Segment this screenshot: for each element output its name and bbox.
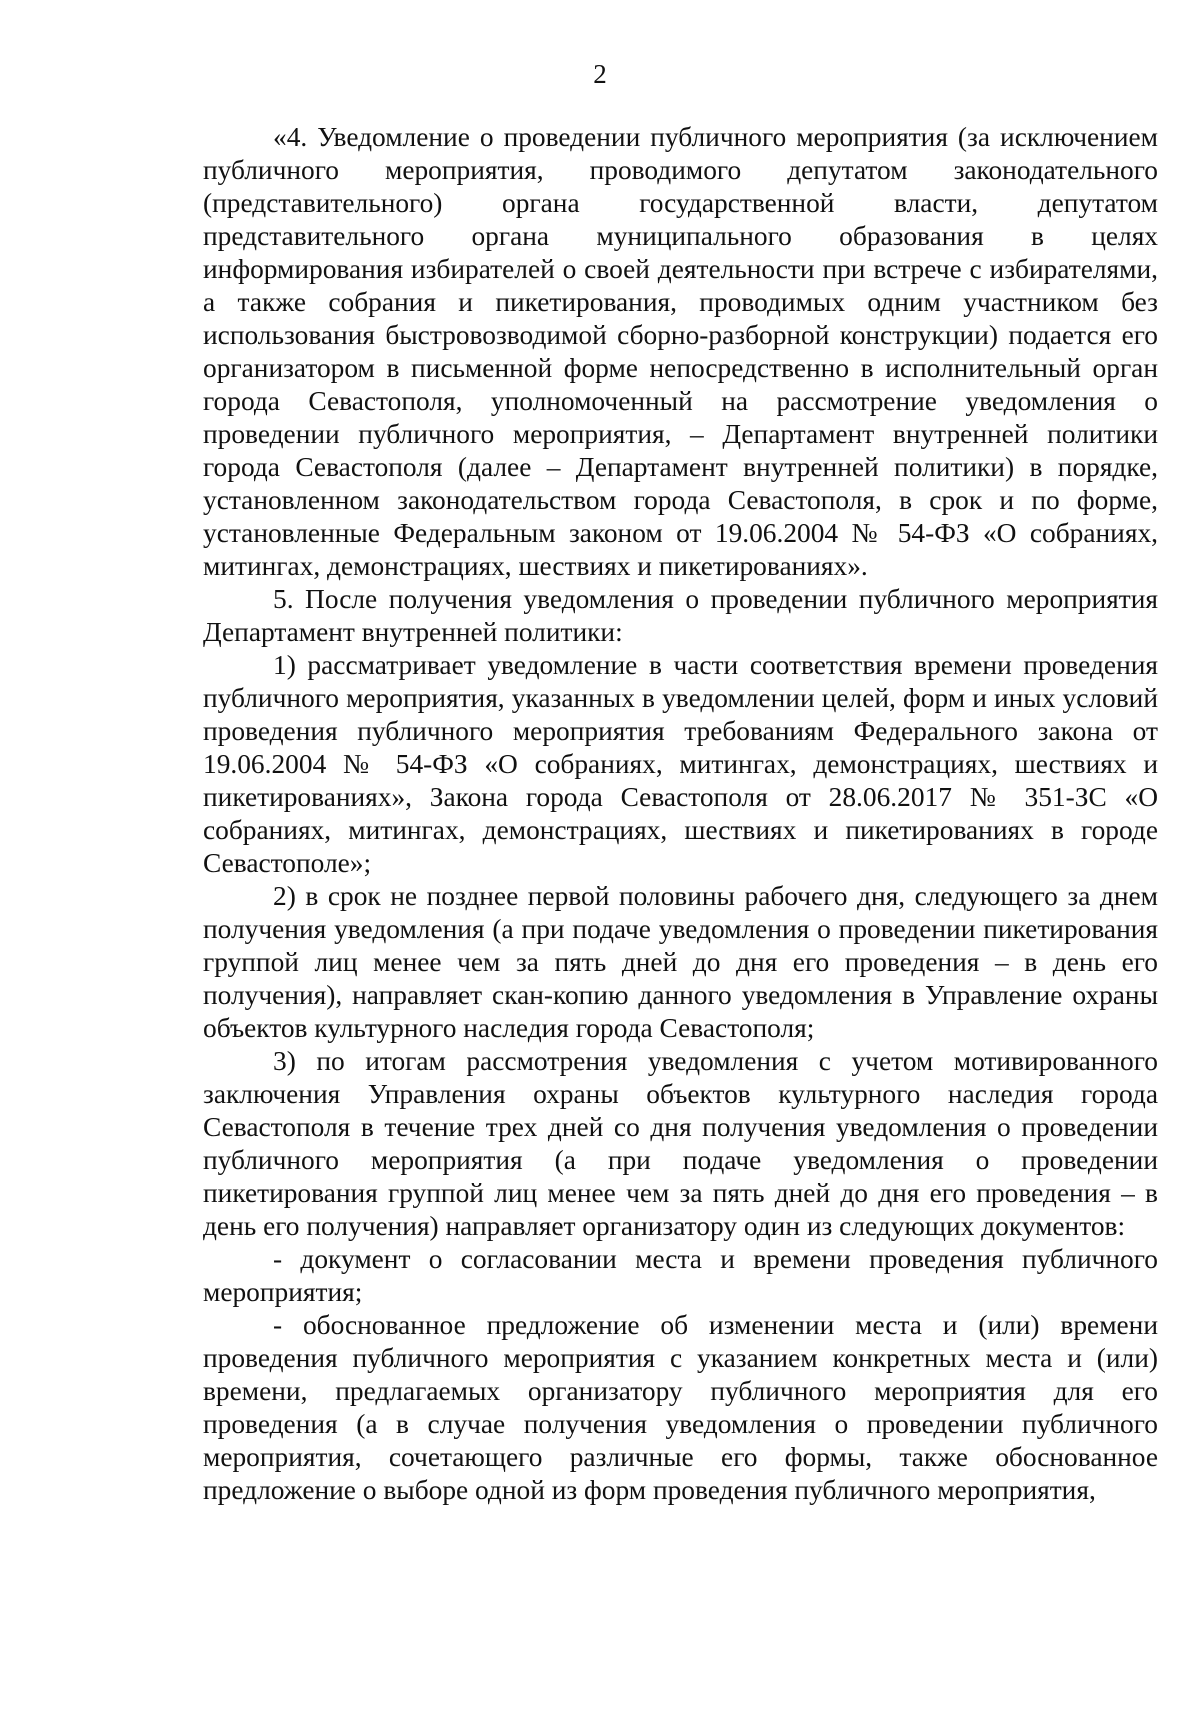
paragraph-item-4: «4. Уведомление о проведении публичного мероприятия (за исключением публичного мероприятия, проводимого депутатом законодательного (представительного) органа государственной власти, депутатом представительного органа муниципального образования в целях информирования избирателей о своей деятельности при встрече с избирателями, а также собрания и пикетирования, проводимых одним участником без использования быстровозводимой сборно-разборной конструкции) подается его организатором в письменной форме непосредственно в исполнительный орган города Севастополя, уполномоченный на рассмотрение уведомления о проведении публичного мероприятия, – Департамент внутренней политики города Севастополя (далее – Департамент внутренней политики) в порядке, установленном законодательством города Севастополя, в срок и по форме, установленные Федеральным законом от 19.06.2004 № 54-ФЗ «О собраниях, митингах, демонстрациях, шествиях и пикетированиях». (203, 122, 1158, 581)
list-item-change-proposal: - обоснованное предложение об изменении места и (или) времени проведения публичного мероприятия с указанием конкретных места и (или) времени, предлагаемых организатору публичного мероприятия для его проведения (а в случае получения уведомления о проведении публичного мероприятия, сочетающего различные его формы, также обоснованное предложение о выборе одной из форм проведения публичного мероприятия, (203, 1310, 1158, 1505)
paragraph-subitem-2: 2) в срок не позднее первой половины рабочего дня, следующего за днем получения уведомления (а при подаче уведомления о проведении пикетирования группой лиц менее чем за пять дней до дня его проведения – в день его получения), направляет скан-копию данного уведомления в Управление охраны объектов культурного наследия города Севастополя; (203, 881, 1158, 1043)
document-body (203, 121, 1158, 1507)
list-item-approval-document: - документ о согласовании места и времени проведения публичного мероприятия; (203, 1244, 1158, 1307)
page-number: 2 (593, 59, 607, 89)
paragraph-item-5: 5. После получения уведомления о проведении публичного мероприятия Департамент внутренней политики: (203, 584, 1158, 647)
paragraph-subitem-1: 1) рассматривает уведомление в части соответствия времени проведения публичного мероприятия, указанных в уведомлении целей, форм и иных условий проведения публичного мероприятия требованиям Федерального закона от 19.06.2004 № 54-ФЗ «О собраниях, митингах, демонстрациях, шествиях и пикетированиях», Закона города Севастополя от 28.06.2017 № 351-ЗС «О собраниях, митингах, демонстрациях, шествиях и пикетированиях в городе Севастополе»; (203, 650, 1158, 878)
paragraph-subitem-3: 3) по итогам рассмотрения уведомления с учетом мотивированного заключения Управления охраны объектов культурного наследия города Севастополя в течение трех дней со дня получения уведомления о проведении публичного мероприятия (а при подаче уведомления о проведении пикетирования группой лиц менее чем за пять дней до дня его проведения – в день его получения) направляет организатору один из следующих документов: (203, 1046, 1158, 1241)
